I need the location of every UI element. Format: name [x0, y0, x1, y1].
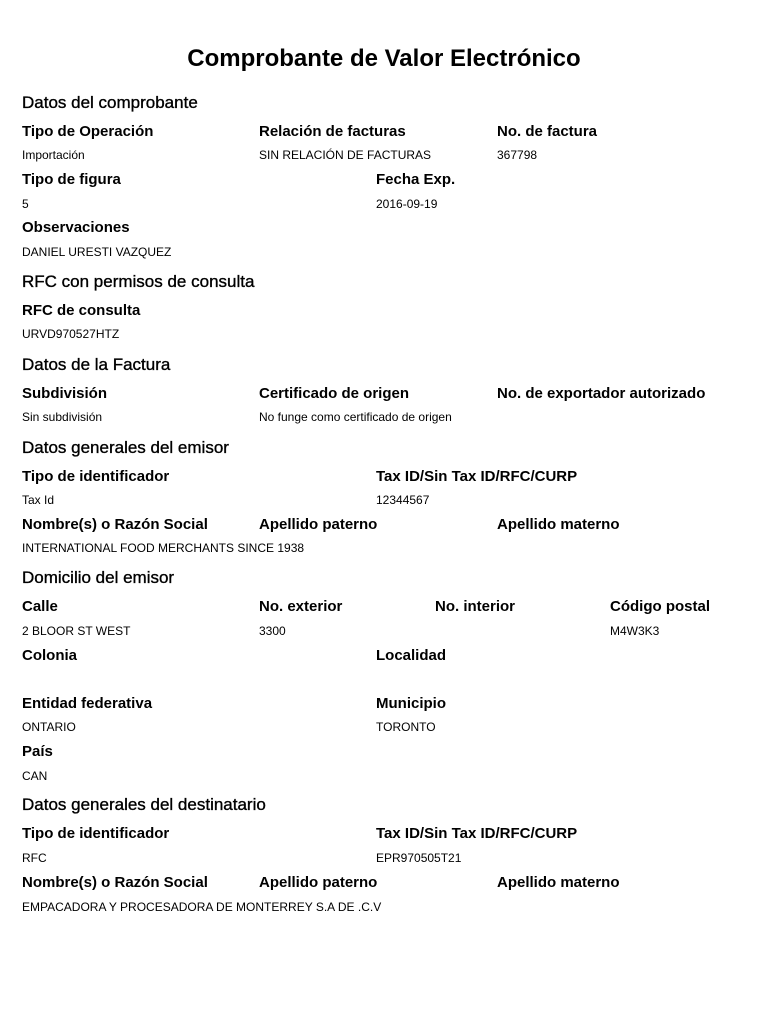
destinatario-tax-id-label: Tax ID/Sin Tax ID/RFC/CURP	[376, 825, 578, 842]
emisor-apellido-paterno-label: Apellido paterno	[259, 516, 378, 533]
no-interior-label: No. interior	[435, 598, 516, 615]
tipo-operacion-value: Importación	[22, 148, 85, 162]
section-heading-domicilio: Domicilio del emisor	[22, 568, 175, 587]
destinatario-tax-id-value: EPR970505T21	[376, 851, 462, 865]
no-factura-value: 367798	[497, 148, 538, 162]
emisor-apellido-materno-label: Apellido materno	[497, 516, 620, 533]
tipo-operacion-label: Tipo de Operación	[22, 123, 154, 140]
certificado-origen-label: Certificado de origen	[259, 385, 410, 402]
codigo-postal-value: M4W3K3	[610, 624, 660, 638]
municipio-value: TORONTO	[376, 720, 436, 734]
emisor-tipo-identificador-label: Tipo de identificador	[22, 468, 170, 485]
localidad-label: Localidad	[376, 647, 447, 664]
rfc-consulta-label: RFC de consulta	[22, 302, 141, 319]
page-title: Comprobante de Valor Electrónico	[187, 45, 581, 72]
subdivision-label: Subdivisión	[22, 385, 108, 402]
destinatario-nombre-value: EMPACADORA Y PROCESADORA DE MONTERREY S.A DE .C.V	[22, 900, 382, 914]
calle-value: 2 BLOOR ST WEST	[22, 624, 131, 638]
emisor-tax-id-value: 12344567	[376, 493, 430, 507]
emisor-tipo-identificador-value: Tax Id	[22, 493, 55, 507]
section-heading-rfc-consulta: RFC con permisos de consulta	[22, 272, 255, 291]
municipio-label: Municipio	[376, 695, 446, 712]
relacion-facturas-label: Relación de facturas	[259, 123, 406, 140]
no-factura-label: No. de factura	[497, 123, 598, 140]
observaciones-label: Observaciones	[22, 219, 130, 236]
pais-value: CAN	[22, 769, 48, 783]
entidad-federativa-value: ONTARIO	[22, 720, 76, 734]
section-heading-factura: Datos de la Factura	[22, 355, 171, 374]
fecha-exp-label: Fecha Exp.	[376, 171, 456, 188]
subdivision-value: Sin subdivisión	[22, 410, 103, 424]
section-heading-emisor: Datos generales del emisor	[22, 438, 229, 457]
emisor-nombre-value: INTERNATIONAL FOOD MERCHANTS SINCE 1938	[22, 541, 305, 555]
no-exterior-value: 3300	[259, 624, 286, 638]
tipo-figura-label: Tipo de figura	[22, 171, 121, 188]
codigo-postal-label: Código postal	[610, 598, 710, 615]
destinatario-tipo-identificador-label: Tipo de identificador	[22, 825, 170, 842]
destinatario-tipo-identificador-value: RFC	[22, 851, 47, 865]
calle-label: Calle	[22, 598, 58, 615]
rfc-consulta-value: URVD970527HTZ	[22, 327, 120, 341]
no-exterior-label: No. exterior	[259, 598, 343, 615]
fecha-exp-value: 2016-09-19	[376, 197, 438, 211]
emisor-tax-id-label: Tax ID/Sin Tax ID/RFC/CURP	[376, 468, 578, 485]
certificado-origen-value: No funge como certificado de origen	[259, 410, 452, 424]
destinatario-apellido-paterno-label: Apellido paterno	[259, 874, 378, 891]
section-heading-comprobante: Datos del comprobante	[22, 93, 198, 112]
destinatario-nombre-label: Nombre(s) o Razón Social	[22, 874, 208, 891]
pais-label: País	[22, 743, 53, 760]
colonia-label: Colonia	[22, 647, 77, 664]
observaciones-value: DANIEL URESTI VAZQUEZ	[22, 245, 172, 259]
emisor-nombre-label: Nombre(s) o Razón Social	[22, 516, 208, 533]
tipo-figura-value: 5	[22, 197, 29, 211]
destinatario-apellido-materno-label: Apellido materno	[497, 874, 620, 891]
entidad-federativa-label: Entidad federativa	[22, 695, 153, 712]
section-heading-destinatario: Datos generales del destinatario	[22, 795, 266, 814]
relacion-facturas-value: SIN RELACIÓN DE FACTURAS	[259, 148, 432, 162]
exportador-autorizado-label: No. de exportador autorizado	[497, 385, 706, 402]
